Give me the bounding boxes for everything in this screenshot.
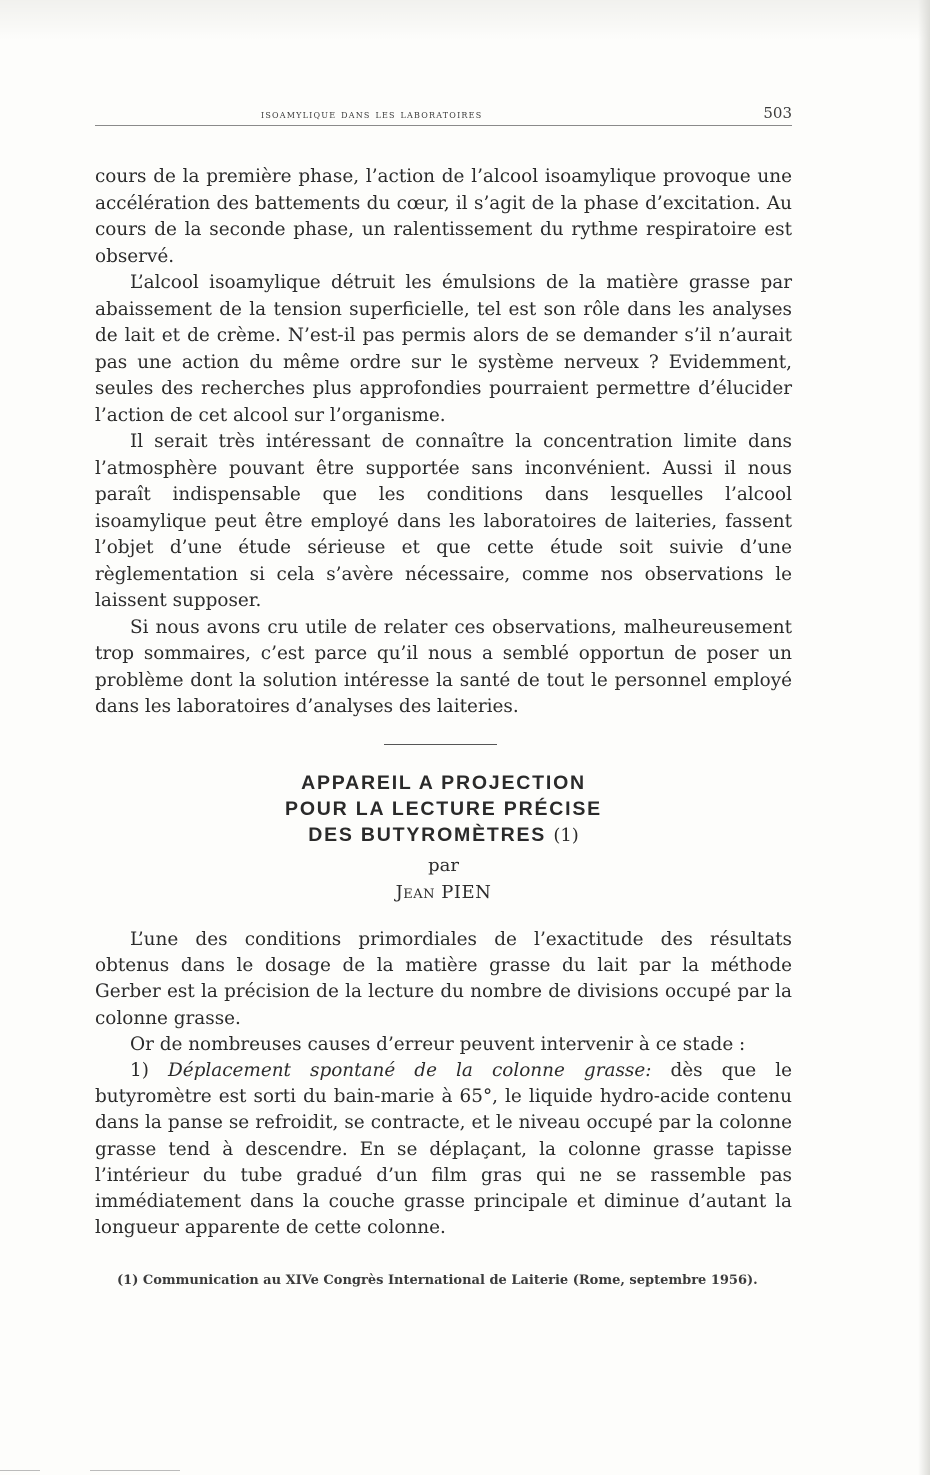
scan-mark — [0, 1470, 40, 1471]
byline-par: par — [428, 855, 459, 876]
body-text-part1 — [95, 164, 792, 721]
paragraph: Il serait très intéressant de connaître la concentration limite dans l’atmosphère pouvant être supportée sans inconvénient. Aussi il nous paraît indispensable que les conditions dans lesquelles l’alcool isoamylique peut être employé dans les laboratoires de laiteries, fassent l’objet d’une étude sérieuse et que cette étude soit suivie d’une règlementation si cela s’avère nécessaire, comme nos observations le laissent supposer. — [95, 431, 792, 611]
scan-edge-right — [918, 0, 930, 1475]
article-title-line-3-text: DES BUTYROMÈTRES — [308, 824, 547, 846]
scan-edge-top — [0, 0, 930, 40]
running-head: isoamylique dans les laboratoires — [261, 107, 483, 121]
author-name — [95, 879, 792, 907]
article-title-line-3 — [95, 822, 792, 849]
article-title-line-1: APPAREIL A PROJECTION — [301, 772, 586, 794]
paragraph: Si nous avons cru utile de relater ces observations, malheureusement trop sommaires, c’est parce qu’il nous a semblé opportun de poser un problème dont la solution intéresse la santé de tout le personnel employé dans les laboratoires d’analyses des laiteries. — [95, 616, 792, 717]
page-header — [95, 104, 792, 126]
header-rule — [95, 125, 792, 126]
footnote: (1) Communication au XIVe Congrès International de Laiterie (Rome, septembre 1956). — [117, 1273, 758, 1288]
paragraph-numbered — [95, 1058, 792, 1241]
body-text-part2 — [95, 927, 792, 1241]
paragraph: L’alcool isoamylique détruit les émulsions de la matière grasse par abaissement de la tension superficielle, tel est son rôle dans les analyses de lait et de crème. N’est-il pas permis alors de se demander s’il n’aurait pas une action du même ordre sur le système nerveux ? Evidemment, seules des recherches plus approfondies pourraient permettre d’élucider l’action de cet alcool sur l’organisme. — [95, 272, 792, 426]
paragraph: cours de la première phase, l’action de l’alcool isoamylique provoque une accélération des battements du cœur, il s’agit de la phase d’excitation. Au cours de la seconde phase, un ralentissement du rythme respiratoire est observé. — [95, 166, 792, 267]
paragraph: L’une des conditions primordiales de l’exactitude des résultats obtenus dans le dosage de la matière grasse du lait par la méthode Gerber est la précision de la lecture du nombre de divisions occupé par la colonne grasse. — [95, 929, 792, 1029]
item-text: dès que le butyromètre est sorti du bain-marie à 65°, le liquide hydro-acide contenu dans la panse se refroidit, se contracte, et le niveau occupé par la colonne grasse tend à descendre. En se déplaçant, la colonne grasse tapisse l’intérieur du tube gradué d’un film gras qui ne se rassemble pas immédiatement dans la couche grasse principale et diminue d’autant la longueur apparente de cette colonne. — [95, 1060, 792, 1239]
article-title-block — [95, 770, 792, 907]
author-first-name: Jean — [395, 882, 436, 903]
scan-mark — [90, 1470, 180, 1471]
section-separator — [384, 744, 497, 745]
item-number: 1) — [130, 1060, 168, 1082]
item-heading: Déplacement spontané de la colonne grasse: — [167, 1060, 652, 1082]
author-last-name: PIEN — [441, 882, 492, 903]
footnote-reference: (1) — [553, 825, 579, 846]
article-title-line-2: POUR LA LECTURE PRÉCISE — [285, 798, 602, 820]
paragraph: Or de nombreuses causes d’erreur peuvent intervenir à ce stade : — [130, 1033, 746, 1055]
page-number: 503 — [763, 104, 792, 122]
